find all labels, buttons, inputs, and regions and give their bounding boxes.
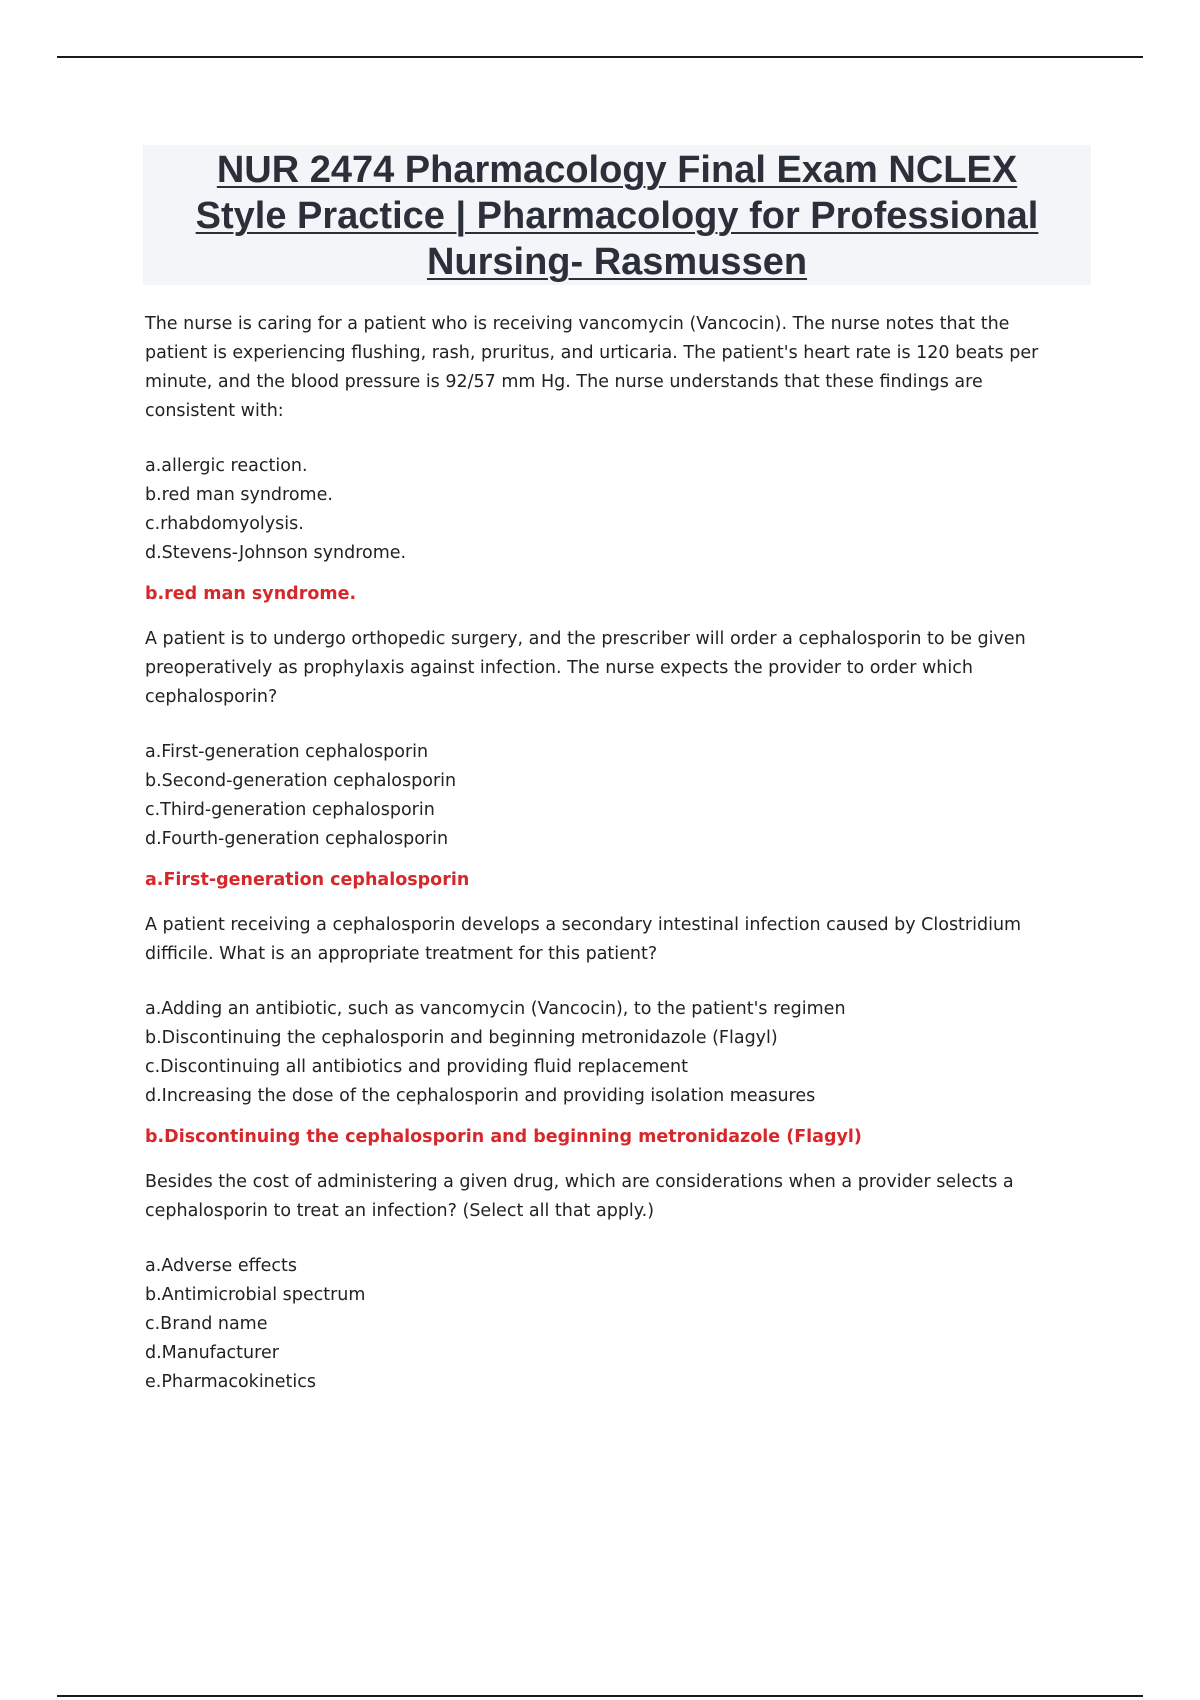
document-title-line-1: NUR 2474 Pharmacology Final Exam NCLEX (216, 149, 1018, 191)
document-title-line-3: Nursing- Rasmussen (426, 241, 808, 283)
option-a: a.allergic reaction. (145, 456, 308, 476)
footer-rule (57, 1695, 1143, 1697)
answer-options (145, 1252, 1075, 1397)
correct-answer: b.red man syndrome. (145, 584, 357, 604)
option-a: a.Adding an antibiotic, such as vancomycin (Vancocin), to the patient's regimen (145, 999, 846, 1019)
question-1 (145, 310, 1075, 609)
question-stem: The nurse is caring for a patient who is receiving vancomycin (Vancocin). The nurse notes that the patient is experiencing flushing, rash, pruritus, and urticaria. The patient's heart rate is 120 beats per minute, and the blood pressure is 92/57 mm Hg. The nurse understands that these findings are consistent with: (145, 314, 1039, 421)
option-b: b.Antimicrobial spectrum (145, 1285, 366, 1305)
question-list (145, 310, 1075, 1397)
option-d: d.Manufacturer (145, 1343, 279, 1363)
option-a: a.First-generation cephalosporin (145, 742, 429, 762)
question-stem: A patient is to undergo orthopedic surgery, and the prescriber will order a cephalosporin to be given preoperatively as prophylaxis against infection. The nurse expects the provider to order which cephalosporin? (145, 629, 1026, 707)
option-b: b.Second-generation cephalosporin (145, 771, 457, 791)
header-rule (57, 56, 1143, 58)
question-2 (145, 625, 1075, 895)
option-d: d.Stevens-Johnson syndrome. (145, 543, 407, 563)
option-c: c.Discontinuing all antibiotics and providing fluid replacement (145, 1057, 688, 1077)
option-a: a.Adverse effects (145, 1256, 298, 1276)
question-stem: A patient receiving a cephalosporin develops a secondary intestinal infection caused by Clostridium difficile. What is an appropriate treatment for this patient? (145, 915, 1022, 964)
question-4 (145, 1168, 1075, 1397)
correct-answer: a.First-generation cephalosporin (145, 870, 470, 890)
option-d: d.Increasing the dose of the cephalosporin and providing isolation measures (145, 1086, 816, 1106)
answer-options (145, 738, 1075, 854)
option-c: c.rhabdomyolysis. (145, 514, 304, 534)
option-b: b.red man syndrome. (145, 485, 333, 505)
document-title-line-2: Style Practice | Pharmacology for Professional (195, 195, 1039, 237)
option-d: d.Fourth-generation cephalosporin (145, 829, 449, 849)
option-b: b.Discontinuing the cephalosporin and beginning metronidazole (Flagyl) (145, 1028, 778, 1048)
question-3 (145, 911, 1075, 1152)
answer-options (145, 995, 1075, 1111)
answer-options (145, 452, 1075, 568)
option-c: c.Third-generation cephalosporin (145, 800, 435, 820)
correct-answer: b.Discontinuing the cephalosporin and beginning metronidazole (Flagyl) (145, 1127, 862, 1147)
question-stem: Besides the cost of administering a given drug, which are considerations when a provider selects a cephalosporin to treat an infection? (Select all that apply.) (145, 1172, 1014, 1221)
option-c: c.Brand name (145, 1314, 268, 1334)
document-title-banner (143, 145, 1091, 285)
option-e: e.Pharmacokinetics (145, 1372, 317, 1392)
